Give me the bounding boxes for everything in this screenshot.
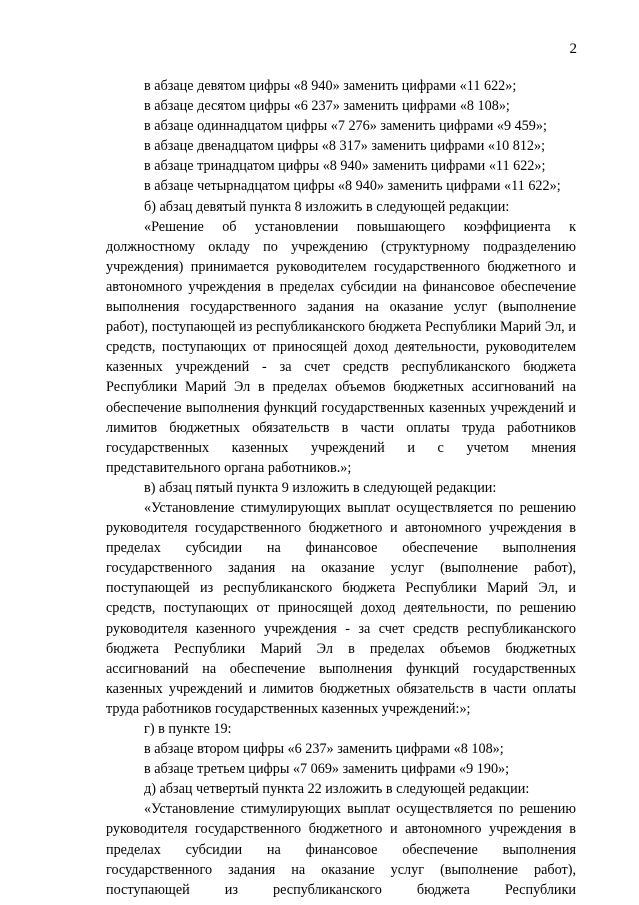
paragraph: «Установление стимулирующих выплат осуществляется по решению руководителя государственного бюджетного и автономного учреждения в пределах субсидии на финансовое обеспечение выполнения государственного задания на оказание услуг (выполнение работ), поступающей из республиканского бюджета Республики Марий Эл, и средств, поступающих от приносящей доход деятельности, по решению руководителя казенного учреждения - за счет средств республиканского бюджета Республики Марий Эл в пределах объемов бюджетных ассигнований на обеспечение выполнения функций государственных казенных учреждений и лимитов бюджетных обязательств в части оплаты труда работников государственных казенных учреждений:»;	[106, 499, 576, 717]
paragraph: «Решение об установлении повышающего коэффициента к должностному окладу по учреждению (структурному подразделению учреждения) принимается руководителем государственного бюджетного и автономного учреждения в пределах субсидии на финансовое обеспечение выполнения государственного задания на оказание услуг (выполнение работ), поступающей из республиканского бюджета Республики Марий Эл, и средств, поступающих от приносящей доход деятельности, руководителем казенных учреждений - за счет средств республиканского бюджета Республики Марий Эл в пределах объемов бюджетных ассигнований на обеспечение выполнения функций государственных казенных учреждений и лимитов бюджетных обязательств в части оплаты труда работников государственных казенных учреждений и с учетом мнения представительного органа работников.»;	[106, 218, 576, 476]
paragraph: г) в пункте 19:	[144, 721, 232, 737]
paragraph: в абзаце девятом цифры «8 940» заменить цифрами «11 622»;	[144, 78, 517, 94]
document-body	[106, 76, 576, 900]
paragraph: в абзаце третьем цифры «7 069» заменить цифрами «9 190»;	[144, 761, 510, 778]
paragraph: «Установление стимулирующих выплат осуществляется по решению руководителя государственного бюджетного и автономного учреждения в пределах субсидии на финансовое обеспечение выполнения государственного задания на оказание услуг (выполнение работ), поступающей из республиканского бюджета Республики	[106, 801, 576, 898]
paragraph: в абзаце тринадцатом цифры «8 940» заменить цифрами «11 622»;	[144, 158, 546, 175]
paragraph: в абзаце десятом цифры «6 237» заменить цифрами «8 108»;	[144, 98, 510, 115]
paragraph: б) абзац девятый пункта 8 изложить в следующей редакции:	[144, 198, 510, 215]
paragraph: в абзаце одиннадцатом цифры «7 276» заменить цифрами «9 459»;	[144, 118, 547, 135]
page-number: 2	[569, 41, 577, 57]
paragraph: в абзаце двенадцатом цифры «8 317» заменить цифрами «10 812»;	[144, 138, 546, 155]
paragraph: д) абзац четвертый пункта 22 изложить в следующей редакции:	[144, 781, 530, 798]
paragraph: в абзаце втором цифры «6 237» заменить цифрами «8 108»;	[144, 741, 504, 758]
paragraph: в) абзац пятый пункта 9 изложить в следующей редакции:	[144, 479, 497, 496]
paragraph: в абзаце четырнадцатом цифры «8 940» заменить цифрами «11 622»;	[144, 178, 561, 195]
